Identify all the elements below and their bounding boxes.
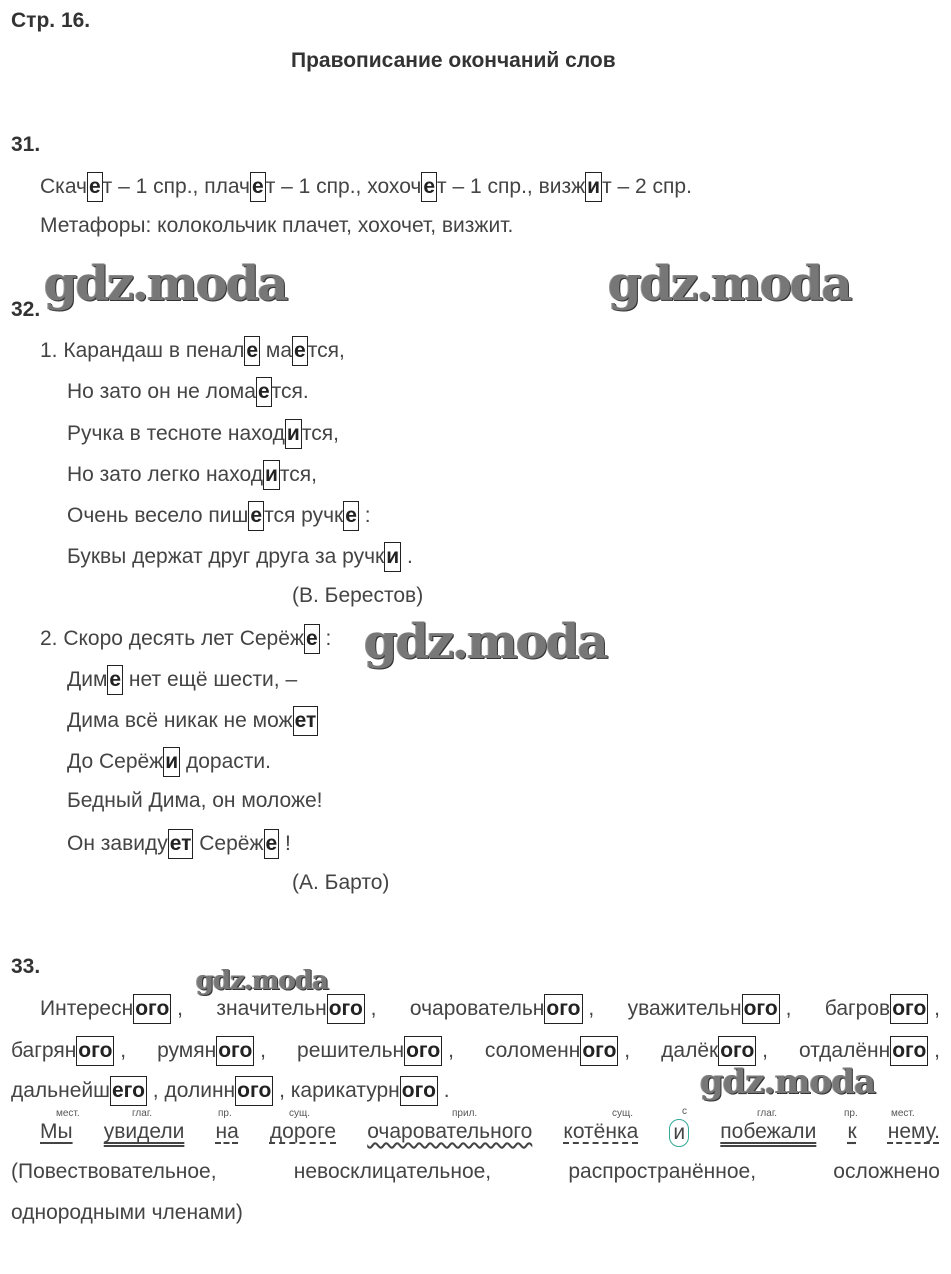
ending-box: ет [168, 829, 194, 859]
adjective-row-3 [11, 1076, 450, 1106]
ending-box: е [256, 377, 272, 407]
ending-box: е [87, 172, 103, 202]
page-number: Стр. 16. [11, 9, 91, 32]
text: Скач [40, 175, 87, 198]
ending-box: и [384, 542, 401, 572]
attribute-word: очаровательного [367, 1120, 533, 1143]
ending-box: и [163, 747, 180, 777]
text: т – 1 спр., плач [102, 175, 250, 198]
ending-box: е [343, 501, 359, 531]
word: уважительного , [628, 994, 792, 1024]
poem-1-line-2 [67, 377, 309, 407]
word: Интересного , [40, 994, 183, 1024]
pos-label: глаг. [757, 1108, 778, 1119]
word: решительного , [297, 1036, 454, 1066]
ending-box: е [107, 665, 123, 695]
text: нет ещё шести, – [123, 668, 298, 691]
text: тся, [301, 422, 339, 445]
text: Дим [67, 668, 108, 691]
word: значительного , [216, 994, 376, 1024]
ending-box: и [263, 460, 280, 490]
text: (Повествовательное, [11, 1160, 217, 1183]
text: ! [279, 832, 291, 855]
exercise-number: 31. [11, 133, 41, 156]
text: Он завиду [67, 832, 168, 855]
text: Бедный Дима, он моложе! [67, 789, 323, 812]
ending-box: ого [400, 1076, 438, 1106]
ending-box: ого [890, 1036, 928, 1066]
object-word: котёнка [563, 1120, 639, 1143]
preposition-word: на [215, 1120, 239, 1143]
poem-2-line-6 [67, 829, 291, 859]
poem-2-line-1 [40, 624, 331, 654]
ending-box: и [585, 172, 602, 202]
text: осложнено [833, 1160, 940, 1183]
adjective-row-1 [40, 994, 940, 1024]
text: тся, [307, 339, 345, 362]
word: карикатурного . [291, 1079, 450, 1102]
ending-box: ого [235, 1076, 273, 1106]
watermark: gdz.moda [700, 1062, 876, 1102]
word: очаровательного , [410, 994, 594, 1024]
text: : [358, 504, 371, 527]
ending-box: е [264, 829, 280, 859]
ending-box: е [304, 624, 320, 654]
word: багряного , [11, 1036, 126, 1066]
adjective-row-2 [11, 1036, 940, 1066]
text: 2. Скоро десять лет Серёж [40, 627, 304, 650]
text: Но зато легко наход [67, 463, 263, 486]
poem-2-line-2 [67, 665, 297, 695]
text: 1. Карандаш в пенал [40, 339, 245, 362]
text: дорасти. [180, 750, 271, 773]
text: т – 1 спр., визж [437, 175, 586, 198]
text: ма [260, 339, 293, 362]
text: тся. [271, 380, 309, 403]
watermark: gdz.moda [608, 256, 851, 312]
text: До Серёж [67, 750, 164, 773]
word: далёкого , [661, 1036, 768, 1066]
word: румяного , [157, 1036, 266, 1066]
pos-label: сущ. [289, 1108, 311, 1119]
ending-box: ого [544, 994, 582, 1024]
poem-author: (В. Берестов) [292, 584, 424, 607]
pos-label: пр. [218, 1108, 232, 1119]
poem-1-line-1 [40, 336, 345, 366]
text: Дима всё никак не мож [67, 709, 293, 732]
poem-2-line-4 [67, 747, 271, 777]
poem-author: (А. Барто) [292, 871, 390, 894]
pos-label: сущ. [612, 1108, 634, 1119]
predicate-word: увидели [103, 1120, 185, 1143]
sentence-analysis-line-1 [11, 1159, 940, 1185]
ending-box: ого [718, 1036, 756, 1066]
pos-label: с [682, 1106, 687, 1117]
watermark: gdz.moda [44, 256, 287, 312]
sentence-analysis-line-2: однородными членами) [11, 1201, 243, 1224]
watermark: gdz.moda [364, 614, 607, 670]
ending-box: е [421, 172, 437, 202]
exercise-31-line-1 [40, 172, 692, 202]
poem-1-line-6 [67, 542, 413, 572]
exercise-number: 33. [11, 955, 41, 978]
ending-box: ого [133, 994, 171, 1024]
ending-box: е [250, 172, 266, 202]
text: т – 1 спр., хохоч [265, 175, 422, 198]
text: Очень весело пиш [67, 504, 249, 527]
pos-label: глаг. [132, 1108, 153, 1119]
predicate-word: побежали [720, 1120, 817, 1143]
ending-box: ого [216, 1036, 254, 1066]
word: багрового , [825, 994, 940, 1024]
text: тся, [279, 463, 317, 486]
ending-box: ого [404, 1036, 442, 1066]
text: т – 2 спр. [602, 175, 692, 198]
ending-box: е [244, 336, 260, 366]
ending-box: е [292, 336, 308, 366]
preposition-word: к [847, 1120, 857, 1143]
page-title: Правописание окончаний слов [291, 49, 616, 72]
exercise-31-line-2: Метафоры: колокольчик плачет, хохочет, визжит. [40, 214, 514, 237]
text: : [319, 627, 332, 650]
text: тся ручк [264, 504, 344, 527]
poem-1-line-5 [67, 501, 371, 531]
text: распространённое, [568, 1160, 757, 1183]
poem-2-line-3 [67, 706, 318, 736]
ending-box: ет [293, 706, 319, 736]
subject-word: Мы [40, 1120, 73, 1143]
pos-label: мест. [891, 1108, 915, 1119]
text: Но зато он не лома [67, 380, 256, 403]
word: соломенного , [485, 1036, 630, 1066]
ending-box: его [110, 1076, 147, 1106]
word: отдалённого , [799, 1036, 940, 1066]
exercise-number: 32. [11, 298, 41, 321]
text: Буквы держат друг друга за ручк [67, 545, 385, 568]
pos-label: прил. [452, 1108, 478, 1119]
poem-1-line-3 [67, 419, 339, 449]
word: долинного , [164, 1079, 284, 1102]
ending-box: ого [890, 994, 928, 1024]
ending-box: ого [76, 1036, 114, 1066]
text: Серёж [193, 832, 264, 855]
text: Ручка в тесноте наход [67, 422, 285, 445]
parsed-sentence [40, 1119, 940, 1147]
pos-label: мест. [56, 1108, 80, 1119]
ending-box: е [248, 501, 264, 531]
pos-label: пр. [844, 1108, 858, 1119]
object-word: дороге [269, 1120, 337, 1143]
object-word: нему. [887, 1120, 940, 1143]
text: невосклицательное, [293, 1160, 492, 1183]
poem-2-line-5 [67, 788, 323, 814]
word: дальнейшего , [11, 1079, 159, 1102]
ending-box: ого [742, 994, 780, 1024]
ending-box: ого [327, 994, 365, 1024]
ending-box: ого [580, 1036, 618, 1066]
poem-1-line-4 [67, 460, 317, 490]
ending-box: и [285, 419, 302, 449]
conjunction-word: и [669, 1119, 689, 1147]
watermark: gdz.moda [196, 966, 329, 996]
text: . [401, 545, 413, 568]
